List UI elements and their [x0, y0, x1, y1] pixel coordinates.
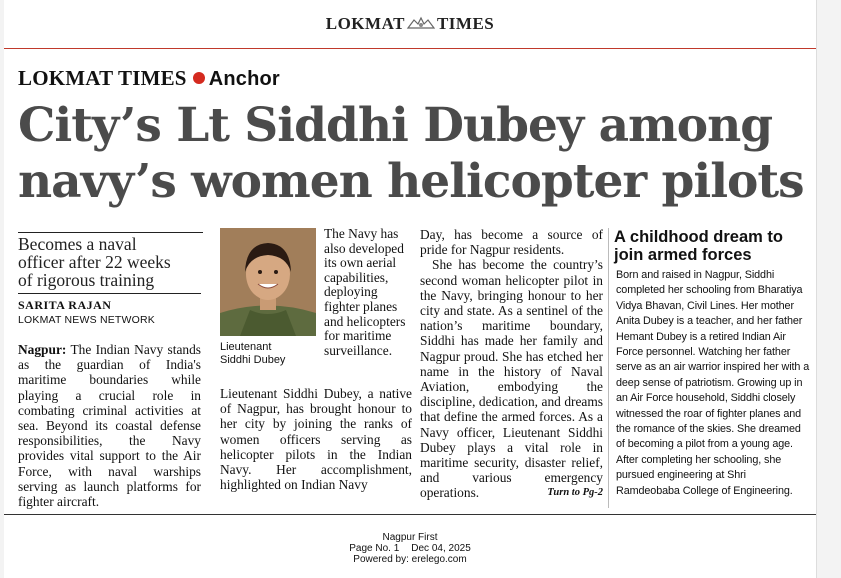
sidebar-divider [608, 228, 609, 508]
footer-powered: Powered by: erelego.com [353, 554, 467, 565]
article-column-2-bottom: Lieutenant Siddhi Dubey, a native of Nagpur, has brought honour to her city by joining the ranks of women officers serving as helicopter pilots in the Indian Navy. Her accomplishment, highlighted on Indian Navy [220, 386, 412, 493]
emblem-icon [406, 16, 436, 30]
subheadline-divider [18, 293, 201, 294]
sidebar-heading: A childhood dream to join armed forces [614, 228, 783, 264]
article-column-2-top: The Navy has also developed its own aerial capabilities, deploying fighter planes and helicopters for maritime surveillance. [324, 226, 406, 358]
byline-network: LOKMAT NEWS NETWORK [18, 314, 156, 326]
page-footer [4, 532, 816, 565]
footer-page: Page No. 1 [349, 543, 400, 554]
dateline: Nagpur: [18, 342, 67, 357]
headline [18, 98, 808, 210]
newspaper-page [4, 0, 817, 578]
footer-divider [4, 514, 816, 515]
turn-to-page: Turn to Pg-2 [547, 487, 603, 499]
masthead [4, 14, 816, 34]
caption-line-2: Siddhi Dubey [220, 354, 286, 366]
article-column-1 [18, 342, 201, 509]
footer-edition: Nagpur First [382, 532, 438, 543]
headline-line-2: navy’s women helicopter pilots [18, 154, 804, 209]
byline-author: SARITA RAJAN [18, 298, 112, 312]
column-1-text: The Indian Navy stands as the guardian of India's maritime boundaries while playing a crucial role in combating criminal activities at sea. Beyond its coastal defense responsibilities, the Navy provides vital support to the Air Force, with naval warships serving as launch platforms for fighter aircraft. [18, 342, 201, 510]
headline-line-1: City’s Lt Siddhi Dubey among [18, 98, 773, 153]
column-3-paragraph-1: Day, has become a source of pride for Nagpur residents. [420, 227, 603, 258]
masthead-lokmat: LOKMAT [325, 14, 405, 33]
subheadline-line-2: officer after 22 weeks [18, 252, 171, 272]
subheadline [18, 232, 203, 289]
section-kicker [18, 66, 280, 91]
photo-caption [220, 341, 320, 367]
column-3-text: She has become the country’s second woman helicopter pilot in the Navy, bringing honour to her city and state. As a sentinel of the nation’s maritime boundary, Siddhi has made her family and Nagpur proud. She has etched her name in the history of Naval Aviation, embodying the discipline, dedication, and dreams that define the armed forces. As a Navy officer, Lieutenant Siddhi Dubey plays a vital role in maritime security, disaster relief, and various emergency operations. [420, 257, 603, 501]
subheadline-line-3: of rigorous training [18, 270, 155, 290]
portrait-photo [220, 228, 316, 336]
article-column-3 [420, 227, 603, 501]
kicker-paper: LOKMAT TIMES [18, 66, 187, 90]
kicker-section: Anchor [208, 68, 280, 90]
masthead-times: TIMES [436, 14, 495, 33]
footer-date: Dec 04, 2025 [411, 543, 471, 554]
masthead-divider [4, 48, 816, 49]
subheadline-line-1: Becomes a naval [18, 234, 137, 254]
sidebar-text: Born and raised in Nagpur, Siddhi completed her schooling from Bharatiya Vidya Bhavan, Civil Lines. Her mother Anita Dubey is a teacher, and her father Hemant Dubey is a retired Indian Air Force personnel. Watching her father serve as an air warrior inspired her with a deep sense of patriotism. Growing up in an Air Force household, Siddhi closely witnessed the roar of fighter planes and the romance of the skies. She dreamed of becoming a pilot from a young age. After completing her schooling, she pursued engineering at Shri Ramdeobaba College of Engineering. [616, 269, 810, 497]
red-dot-icon [193, 72, 205, 84]
caption-line-1: Lieutenant [220, 341, 272, 353]
column-3-paragraph-2 [420, 257, 603, 500]
